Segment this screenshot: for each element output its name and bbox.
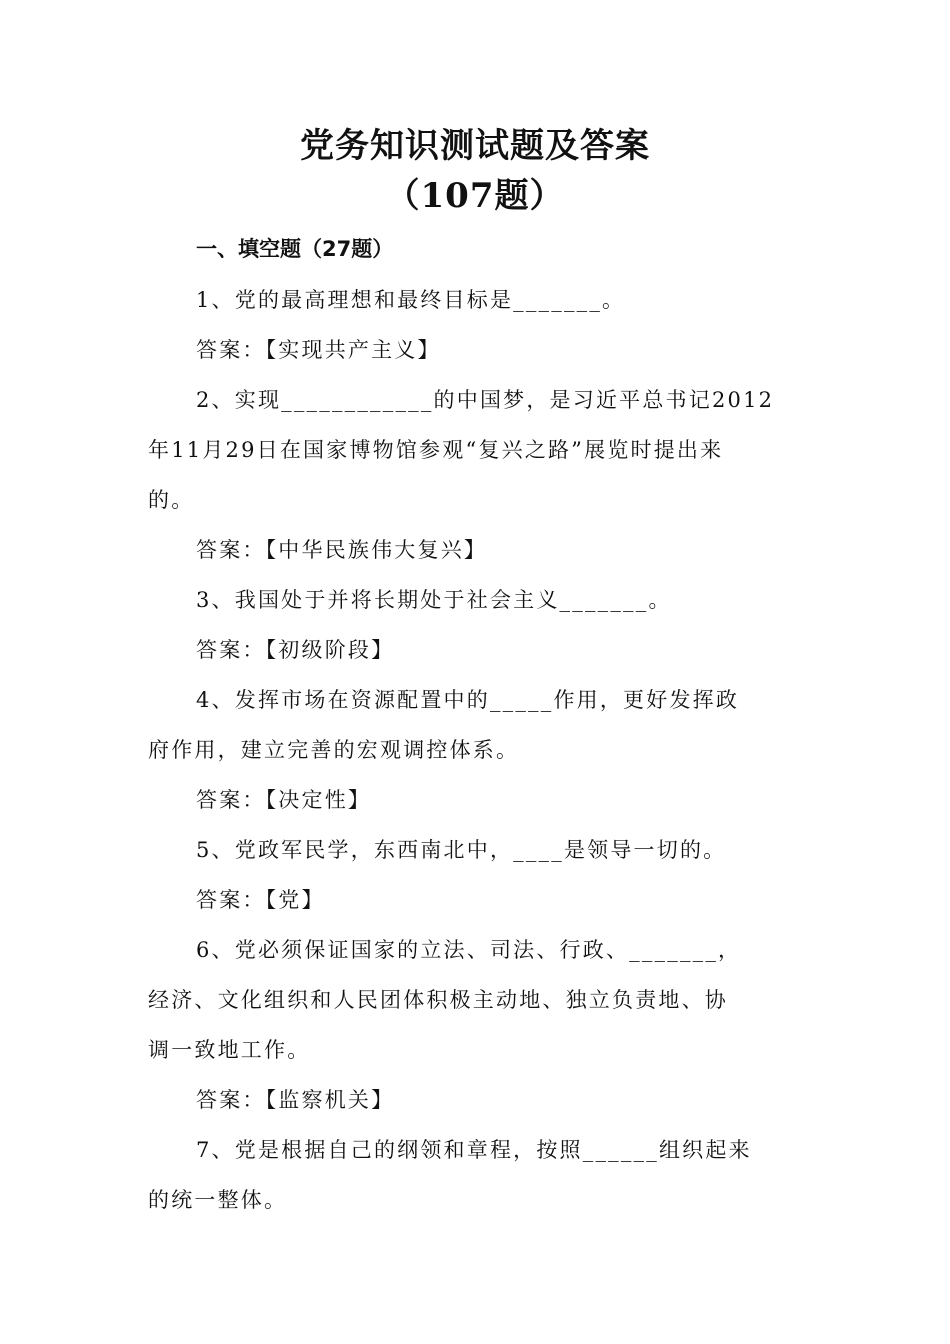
- question-2-line-2: 年11月29日在国家博物馆参观“复兴之路”展览时提出来: [148, 438, 724, 462]
- question-6-line-2: 经济、文化组织和人民团体积极主动地、独立负责地、协: [148, 988, 728, 1012]
- document-title: 党务知识测试题及答案: [300, 126, 650, 166]
- question-2-line-1: 2、实现____________的中国梦，是习近平总书记2012: [196, 388, 775, 412]
- question-4-line-1: 4、发挥市场在资源配置中的_____作用，更好发挥政: [196, 688, 740, 712]
- section-heading: 一、填空题（27题）: [196, 237, 394, 261]
- answer-3: 答案：【初级阶段】: [196, 638, 395, 662]
- answer-6: 答案：【监察机关】: [196, 1088, 395, 1112]
- question-1: 1、党的最高理想和最终目标是_______。: [196, 288, 626, 312]
- question-4-line-2: 府作用，建立完善的宏观调控体系。: [148, 738, 520, 762]
- question-6-line-3: 调一致地工作。: [148, 1038, 311, 1062]
- question-5: 5、党政军民学，东西南北中，____是领导一切的。: [196, 838, 727, 862]
- answer-4: 答案：【决定性】: [196, 788, 372, 812]
- question-3: 3、我国处于并将长期处于社会主义_______。: [196, 588, 672, 612]
- question-6-line-1: 6、党必须保证国家的立法、司法、行政、_______，: [196, 938, 742, 962]
- question-2-line-3: 的。: [148, 488, 195, 512]
- question-7-line-2: 的统一整体。: [148, 1188, 288, 1212]
- question-7-line-1: 7、党是根据自己的纲领和章程，按照______组织起来: [196, 1138, 752, 1162]
- answer-2: 答案：【中华民族伟大复兴】: [196, 538, 488, 562]
- answer-1: 答案：【实现共产主义】: [196, 338, 441, 362]
- answer-5: 答案：【党】: [196, 888, 325, 912]
- document-subtitle: （107题）: [385, 176, 565, 216]
